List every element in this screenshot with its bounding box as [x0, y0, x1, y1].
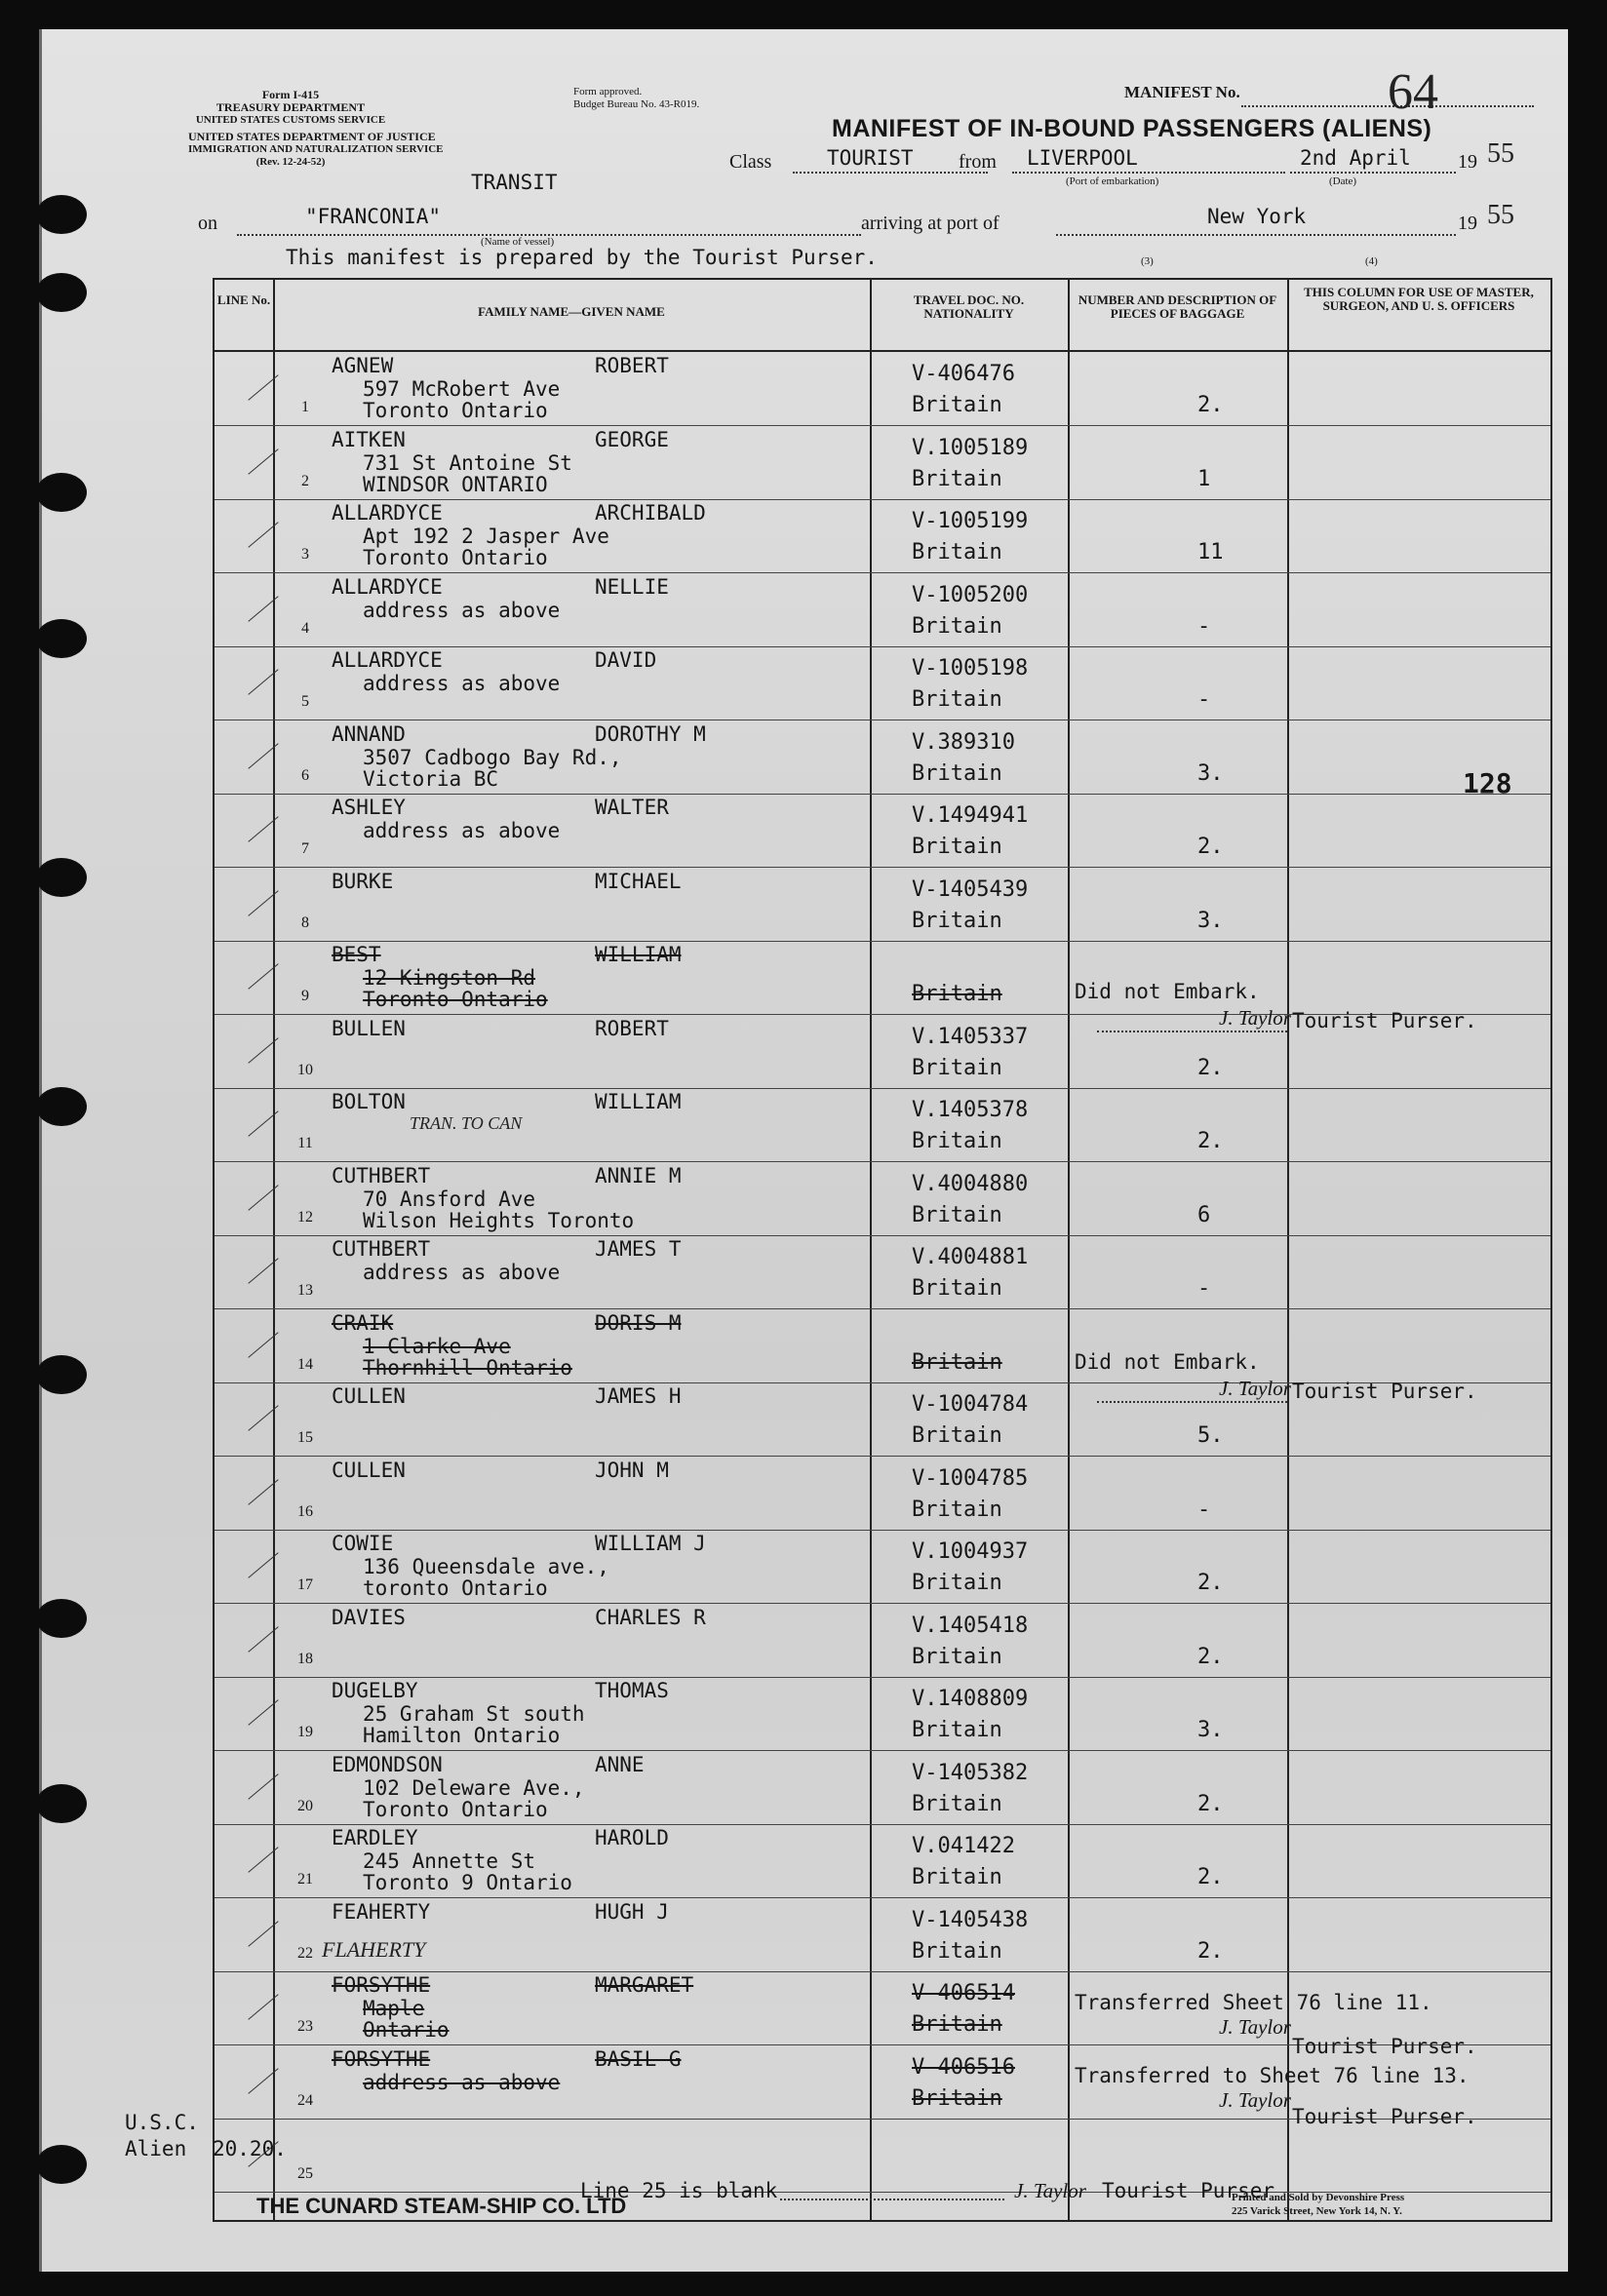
from-value: LIVERPOOL	[1027, 146, 1138, 170]
nationality: Britain	[912, 1791, 1002, 1816]
col-header-baggage: NUMBER AND DESCRIPTION OF PIECES OF BAGGAGE	[1078, 292, 1277, 321]
travel-doc-number: V-406516	[912, 2054, 1015, 2080]
address-line-1: 12 Kingston Rd	[363, 966, 536, 990]
line-number: 19	[297, 1724, 313, 1740]
punch-hole	[36, 1599, 87, 1638]
transit-label: TRANSIT	[471, 171, 558, 194]
table-row	[215, 646, 1550, 720]
baggage-count: 2.	[1197, 1938, 1224, 1964]
nationality: Britain	[912, 1938, 1002, 1964]
col3-number: (3)	[1141, 255, 1154, 267]
nationality: Britain	[912, 1055, 1002, 1080]
family-name: COWIE	[332, 1532, 394, 1555]
travel-doc-number: V.4004880	[912, 1171, 1029, 1196]
nationality: Britain	[912, 1571, 1002, 1595]
from-label: from	[959, 151, 997, 173]
address-line-1: 25 Graham St south	[363, 1702, 585, 1726]
baggage-count: 5.	[1197, 1423, 1224, 1448]
year-prefix: 19	[1458, 151, 1477, 173]
nationality: Britain	[912, 1129, 1002, 1153]
year-prefix-2: 19	[1458, 213, 1477, 234]
given-name: ANNIE M	[595, 1163, 682, 1187]
document-title: MANIFEST OF IN-BOUND PASSENGERS (ALIENS)	[832, 115, 1432, 142]
col-header-name: FAMILY NAME—GIVEN NAME	[478, 304, 665, 319]
col4-number: (4)	[1365, 255, 1378, 267]
travel-doc-number: V-1405382	[912, 1760, 1029, 1785]
family-name: BURKE	[332, 869, 394, 893]
address-line-2: Toronto 9 Ontario	[363, 1871, 572, 1894]
line25-initials: J. Taylor	[1014, 2179, 1086, 2202]
row14-did-not-embark: Did not Embark.	[1075, 1350, 1260, 1374]
family-name: EARDLEY	[332, 1826, 418, 1849]
given-name: NELLIE	[595, 574, 669, 599]
printer-line2: 225 Varick Street, New York 14, N. Y.	[1232, 2205, 1402, 2217]
nationality: Britain	[912, 687, 1002, 712]
given-name: JAMES H	[595, 1384, 682, 1408]
line-tick-mark	[248, 1626, 278, 1652]
baggage-count: 2.	[1197, 835, 1224, 859]
line-tick-mark	[248, 448, 278, 474]
row14-dots	[1097, 1401, 1287, 1403]
punch-hole	[36, 473, 87, 512]
family-name: CUTHBERT	[332, 1163, 431, 1187]
line-number: 1	[301, 399, 309, 415]
budget-bureau: Budget Bureau No. 43-R019.	[573, 98, 700, 110]
family-name: CULLEN	[332, 1458, 406, 1482]
nationality: Britain	[912, 1349, 1002, 1375]
nationality: Britain	[912, 835, 1002, 859]
address-line-2: Toronto Ontario	[363, 988, 548, 1011]
given-name: DAVID	[595, 648, 657, 672]
address-line-1: 597 McRobert Ave	[363, 377, 561, 401]
table-row	[215, 794, 1550, 868]
baggage-count: -	[1197, 1497, 1211, 1522]
date-caption: (Date)	[1329, 175, 1357, 187]
travel-doc-number: V.4004881	[912, 1245, 1029, 1269]
line-tick-mark	[248, 816, 278, 841]
punch-hole	[36, 273, 87, 312]
date-value: 2nd April	[1300, 146, 1411, 170]
row9-dots	[1097, 1031, 1287, 1032]
travel-doc-number: V-1004784	[912, 1392, 1029, 1417]
arrival-port: New York	[1207, 205, 1307, 228]
travel-doc-number: V.1494941	[912, 803, 1029, 828]
line-number: 6	[301, 766, 309, 784]
travel-doc-number: V.1405418	[912, 1613, 1029, 1638]
baggage-count: 3.	[1197, 1718, 1224, 1742]
line-number: 11	[297, 1135, 313, 1151]
line-number: 23	[297, 2018, 313, 2035]
class-value: TOURIST	[827, 146, 914, 170]
given-name: HUGH J	[595, 1899, 669, 1924]
line-number: 7	[301, 840, 309, 857]
row24-transfer: Transferred to Sheet 76 line 13.	[1075, 2064, 1470, 2087]
travel-doc-number: V-1004785	[912, 1465, 1029, 1491]
baggage-count: 1	[1197, 466, 1211, 491]
given-name: WILLIAM	[595, 1090, 682, 1113]
given-name: THOMAS	[595, 1679, 669, 1702]
nationality: Britain	[912, 1423, 1002, 1448]
line-tick-mark	[248, 374, 278, 400]
on-label: on	[198, 213, 217, 234]
prepared-note: This manifest is prepared by the Tourist Purser.	[286, 246, 878, 269]
travel-doc-number: V.041422	[912, 1834, 1015, 1858]
row24-initials: J. Taylor	[1219, 2088, 1291, 2112]
table-row	[215, 352, 1550, 426]
line-tick-mark	[248, 1773, 278, 1799]
address-line-2: Toronto Ontario	[363, 1797, 548, 1821]
travel-doc-number: V-1405438	[912, 1907, 1029, 1932]
address-line-1: 1 Clarke Ave	[363, 1334, 511, 1358]
table-row	[215, 1530, 1550, 1604]
family-name: BULLEN	[332, 1016, 406, 1040]
given-name: WILLIAM J	[595, 1532, 706, 1555]
family-name: DUGELBY	[332, 1679, 418, 1702]
line-tick-mark	[248, 2068, 278, 2093]
line-tick-mark	[248, 1110, 278, 1136]
line-tick-mark	[248, 1699, 278, 1725]
line-number: 16	[297, 1502, 313, 1520]
baggage-count: -	[1197, 687, 1211, 712]
row9-purser: Tourist Purser.	[1292, 1009, 1477, 1032]
nationality: Britain	[912, 1276, 1002, 1301]
line-number: 24	[297, 2091, 313, 2109]
address-line-2: Toronto Ontario	[363, 399, 548, 422]
dept-treasury: TREASURY DEPARTMENT	[216, 100, 366, 114]
address-line-2: Ontario	[363, 2018, 450, 2042]
line-number: 22	[297, 1944, 313, 1962]
row22-handwritten: FLAHERTY	[322, 1937, 426, 1962]
baggage-count: 2.	[1197, 1055, 1224, 1080]
line-tick-mark	[248, 1185, 278, 1210]
line-tick-mark	[248, 890, 278, 915]
nationality: Britain	[912, 908, 1002, 933]
row23-purser: Tourist Purser.	[1292, 2035, 1477, 2058]
line25-purser: Tourist Purser	[1102, 2179, 1275, 2202]
baggage-count: 2.	[1197, 1129, 1224, 1153]
travel-doc-number: V.1405378	[912, 1098, 1029, 1122]
address-line-2: Thornhill Ontario	[363, 1355, 572, 1380]
dept-justice: UNITED STATES DEPARTMENT OF JUSTICE	[188, 130, 436, 143]
line25-dots	[780, 2199, 1004, 2200]
table-row	[215, 1751, 1550, 1825]
travel-doc-number: V.1004937	[912, 1539, 1029, 1564]
row11-handwritten: TRAN. TO CAN	[410, 1113, 523, 1133]
line-number: 9	[301, 988, 309, 1004]
nationality: Britain	[912, 2085, 1002, 2111]
address-line-1: address as above	[363, 2070, 561, 2094]
family-name: ALLARDYCE	[332, 574, 443, 599]
line-tick-mark	[248, 596, 278, 621]
table-row	[215, 868, 1550, 942]
nationality: Britain	[912, 1718, 1002, 1742]
row14-initials: J. Taylor	[1219, 1377, 1291, 1400]
table-row	[215, 1457, 1550, 1531]
given-name: GEORGE	[595, 427, 669, 451]
line-number: 25	[297, 2165, 313, 2182]
given-name: BASIL G	[595, 2046, 682, 2071]
travel-doc-number: V-1005199	[912, 509, 1029, 533]
table-row	[215, 426, 1550, 500]
row9-did-not-embark: Did not Embark.	[1075, 980, 1260, 1003]
baggage-count: 3.	[1197, 760, 1224, 786]
col-header-officers: THIS COLUMN FOR USE OF MASTER, SURGEON, AND U. S. OFFICERS	[1304, 285, 1534, 313]
given-name: DOROTHY M	[595, 721, 706, 746]
baggage-count: 11	[1197, 540, 1224, 564]
address-line-1: 245 Annette St	[363, 1849, 536, 1873]
address-line-1: address as above	[363, 598, 561, 622]
baggage-count: 2.	[1197, 393, 1224, 417]
travel-doc-number: V-406514	[912, 1981, 1015, 2005]
nationality: Britain	[912, 1865, 1002, 1889]
travel-doc-number: V.1405337	[912, 1024, 1029, 1049]
row14-purser: Tourist Purser.	[1292, 1380, 1477, 1403]
line-number: 14	[297, 1355, 313, 1373]
address-line-1: address as above	[363, 1261, 561, 1284]
line-number: 8	[301, 914, 309, 931]
given-name: ARCHIBALD	[595, 501, 706, 525]
table-row	[215, 1604, 1550, 1678]
line-number: 18	[297, 1650, 313, 1667]
punch-hole	[36, 858, 87, 897]
travel-doc-number: V-1005198	[912, 656, 1029, 681]
given-name: WALTER	[595, 796, 669, 819]
port-caption: (Port of embarkation)	[1066, 175, 1159, 187]
family-name: DAVIES	[332, 1605, 406, 1629]
line-number: 5	[301, 693, 309, 710]
family-name: ALLARDYCE	[332, 501, 443, 525]
line-number: 20	[297, 1797, 313, 1814]
address-line-2: Hamilton Ontario	[363, 1724, 561, 1747]
address-line-1: 731 St Antoine St	[363, 450, 572, 475]
travel-doc-number: V.389310	[912, 729, 1015, 755]
family-name: ASHLEY	[332, 796, 406, 819]
table-row	[215, 1824, 1550, 1898]
form-number: Form I-415	[261, 88, 320, 101]
family-name: BEST	[332, 943, 381, 966]
table-row	[215, 1677, 1550, 1751]
arriving-label: arriving at port of	[861, 213, 999, 234]
family-name: FORSYTHE	[332, 2046, 431, 2071]
travel-doc-number: V.1408809	[912, 1687, 1029, 1711]
travel-doc-number: V.1005189	[912, 435, 1029, 460]
manifest-no-label: MANIFEST No.	[1124, 83, 1240, 101]
row9-initials: J. Taylor	[1219, 1006, 1291, 1030]
punch-hole	[36, 1784, 87, 1823]
line-number: 3	[301, 546, 309, 563]
year-value-2: 55	[1487, 200, 1514, 230]
line-tick-mark	[248, 522, 278, 547]
baggage-count: -	[1197, 613, 1211, 639]
family-name: CUTHBERT	[332, 1237, 431, 1261]
punch-hole	[36, 195, 87, 234]
given-name: ROBERT	[595, 1016, 669, 1040]
baggage-count: 2.	[1197, 1571, 1224, 1595]
vessel-name: "FRANCONIA"	[305, 205, 442, 228]
line-number: 21	[297, 1871, 313, 1887]
punch-hole	[36, 1355, 87, 1394]
line-number: 4	[301, 619, 309, 637]
table-row	[215, 1309, 1550, 1383]
given-name: DORIS M	[595, 1310, 682, 1335]
travel-doc-number: V-406476	[912, 362, 1015, 386]
dept-ins: IMMIGRATION AND NATURALIZATION SERVICE	[188, 143, 444, 155]
given-name: ANNE	[595, 1752, 645, 1776]
family-name: FEAHERTY	[332, 1899, 431, 1924]
col-header-doc: TRAVEL DOC. NO. NATIONALITY	[913, 292, 1025, 321]
table-row	[215, 573, 1550, 647]
baggage-count: 6	[1197, 1202, 1211, 1227]
row23-initials: J. Taylor	[1219, 2015, 1291, 2039]
address-line-1: 3507 Cadbogo Bay Rd.,	[363, 745, 622, 769]
table-row	[215, 941, 1550, 1015]
nationality: Britain	[912, 393, 1002, 417]
given-name: HAROLD	[595, 1826, 669, 1849]
given-name: ROBERT	[595, 354, 669, 377]
given-name: WILLIAM	[595, 943, 682, 966]
alien-value: 20.20.	[213, 2137, 287, 2160]
given-name: CHARLES R	[595, 1605, 706, 1629]
baggage-count: 2.	[1197, 1791, 1224, 1816]
table-row	[215, 1235, 1550, 1309]
row24-purser: Tourist Purser.	[1292, 2105, 1477, 2128]
family-name: CRAIK	[332, 1310, 394, 1335]
row23-transfer: Transferred Sheet 76 line 11.	[1075, 1991, 1432, 2014]
family-name: ANNAND	[332, 721, 406, 746]
given-name: MARGARET	[595, 1973, 694, 1997]
line-number: 12	[297, 1208, 313, 1226]
family-name: CULLEN	[332, 1384, 406, 1408]
given-name: JAMES T	[595, 1237, 682, 1261]
address-line-2: Victoria BC	[363, 766, 499, 791]
address-line-2: WINDSOR ONTARIO	[363, 472, 548, 496]
dept-customs: UNITED STATES CUSTOMS SERVICE	[195, 114, 386, 126]
alien-label: Alien	[125, 2137, 187, 2160]
address-line-2: toronto Ontario	[363, 1576, 548, 1600]
line-tick-mark	[248, 669, 278, 694]
address-line-1: 70 Ansford Ave	[363, 1187, 536, 1211]
port-line	[1056, 234, 1456, 236]
line-number: 10	[297, 1061, 313, 1078]
nationality: Britain	[912, 760, 1002, 786]
table-row	[215, 499, 1550, 573]
address-line-1: Maple	[363, 1997, 425, 2020]
line-tick-mark	[248, 743, 278, 768]
punch-hole	[36, 2145, 87, 2184]
given-name: JOHN M	[595, 1458, 669, 1482]
officer-note-row6: 128	[1463, 767, 1512, 799]
date-line	[1290, 172, 1456, 174]
passenger-table	[213, 278, 1552, 2222]
baggage-count: -	[1197, 1276, 1211, 1301]
address-line-1: 102 Deleware Ave.,	[363, 1775, 585, 1800]
address-line-2: Wilson Heights Toronto	[363, 1208, 635, 1232]
col-header-line: LINE No.	[216, 292, 271, 307]
line-tick-mark	[248, 1037, 278, 1063]
line-number: 15	[297, 1429, 313, 1446]
table-row	[215, 2119, 1550, 2193]
given-name: MICHAEL	[595, 869, 682, 893]
table-row	[215, 720, 1550, 795]
line25-note: Line 25 is blank	[580, 2179, 778, 2202]
nationality: Britain	[912, 1497, 1002, 1522]
class-label: Class	[729, 151, 772, 173]
year-value: 55	[1487, 138, 1514, 169]
line-tick-mark	[248, 1405, 278, 1430]
printer-line1: Printed and Sold by Devonshire Press	[1232, 2192, 1405, 2203]
family-name: ALLARDYCE	[332, 648, 443, 672]
line-number: 13	[297, 1282, 313, 1299]
line-tick-mark	[248, 1552, 278, 1577]
address-line-1: address as above	[363, 819, 561, 842]
punch-hole	[36, 619, 87, 658]
baggage-count: 2.	[1197, 1644, 1224, 1669]
line-tick-mark	[248, 1847, 278, 1872]
travel-doc-number: V-1405439	[912, 876, 1029, 902]
form-approved: Form approved.	[573, 86, 643, 97]
address-line-1: address as above	[363, 672, 561, 695]
line-tick-mark	[248, 1332, 278, 1357]
punch-hole	[36, 1087, 87, 1126]
vessel-caption: (Name of vessel)	[481, 236, 555, 248]
baggage-count: 2.	[1197, 1865, 1224, 1889]
line-tick-mark	[248, 1479, 278, 1504]
nationality: Britain	[912, 540, 1002, 564]
address-line-2: Toronto Ontario	[363, 546, 548, 569]
form-revision: (Rev. 12-24-52)	[255, 156, 326, 168]
family-name: AITKEN	[332, 427, 406, 451]
family-name: FORSYTHE	[332, 1973, 431, 1997]
baggage-count: 3.	[1197, 908, 1224, 933]
line-number: 17	[297, 1576, 313, 1593]
address-line-1: 136 Queensdale ave.,	[363, 1555, 609, 1578]
family-name: BOLTON	[332, 1090, 406, 1113]
table-row	[215, 1162, 1550, 1236]
company-name: THE CUNARD STEAM-SHIP CO. LTD	[256, 2194, 627, 2218]
line-tick-mark	[248, 1921, 278, 1946]
nationality: Britain	[912, 613, 1002, 639]
manifest-no-value: 64	[1388, 64, 1438, 120]
from-line	[1012, 172, 1285, 174]
nationality: Britain	[912, 982, 1002, 1006]
manifest-sheet	[39, 29, 1568, 2272]
usc-label: U.S.C.	[125, 2111, 199, 2134]
line-tick-mark	[248, 963, 278, 989]
family-name: EDMONDSON	[332, 1752, 443, 1776]
nationality: Britain	[912, 1644, 1002, 1669]
address-line-1: Apt 192 2 Jasper Ave	[363, 525, 609, 548]
line-number: 2	[301, 472, 309, 489]
travel-doc-number: V-1005200	[912, 582, 1029, 607]
nationality: Britain	[912, 1202, 1002, 1227]
nationality: Britain	[912, 466, 1002, 491]
line-tick-mark	[248, 1258, 278, 1283]
family-name: AGNEW	[332, 354, 394, 377]
nationality: Britain	[912, 2012, 1002, 2037]
line-tick-mark	[248, 1994, 278, 2019]
